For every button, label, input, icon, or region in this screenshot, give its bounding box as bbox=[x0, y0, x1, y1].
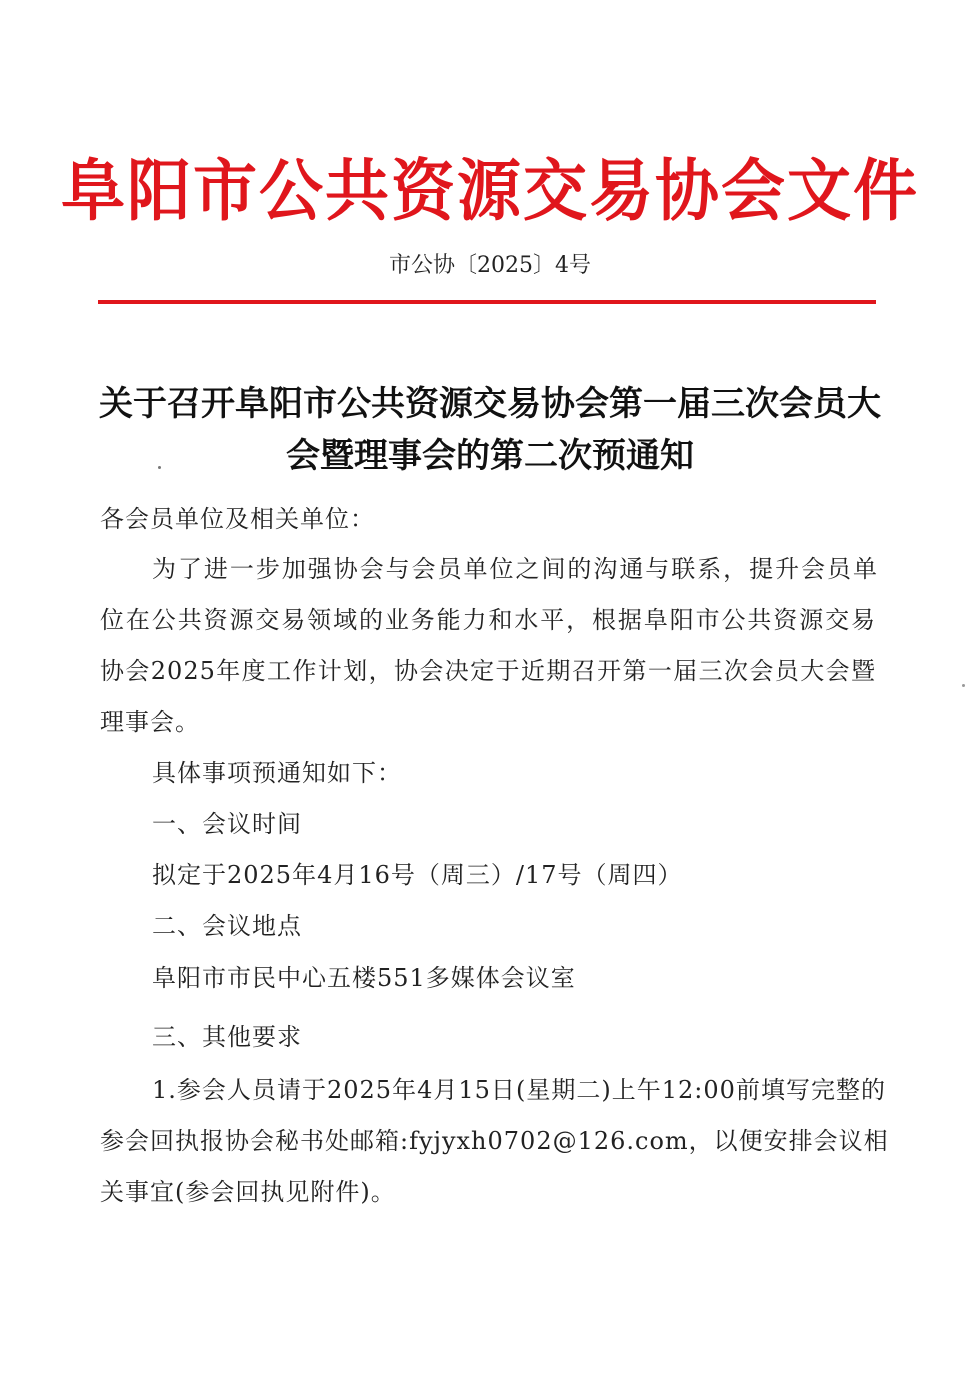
intro-line-2: 位在公共资源交易领域的业务能力和水平，根据阜阳市公共资源交易 bbox=[100, 606, 876, 634]
notice-title-line-2: 会暨理事会的第二次预通知 bbox=[286, 436, 694, 476]
header-red-divider bbox=[98, 300, 876, 304]
notice-title-line-1: 关于召开阜阳市公共资源交易协会第一届三次会员大 bbox=[99, 384, 881, 424]
document-number: 市公协〔2025〕4号 bbox=[389, 253, 591, 278]
section-1-text: 拟定于2025年4月16号（周三）/17号（周四） bbox=[152, 861, 683, 889]
intro-line-3: 协会2025年度工作计划，协会决定于近期召开第一届三次会员大会暨 bbox=[100, 657, 876, 685]
requirement-1-line-3: 关事宜(参会回执见附件)。 bbox=[100, 1178, 396, 1206]
section-2-heading: 二、会议地点 bbox=[152, 912, 302, 940]
scan-speck bbox=[158, 466, 161, 469]
intro-line-4: 理事会。 bbox=[100, 708, 200, 736]
lead-in: 具体事项预通知如下： bbox=[152, 759, 402, 787]
requirement-1-line-2: 参会回执报协会秘书处邮箱:fyjyxh0702@126.com，以便安排会议相 bbox=[100, 1127, 889, 1155]
salutation: 各会员单位及相关单位： bbox=[100, 505, 375, 533]
section-2-text: 阜阳市市民中心五楼551多媒体会议室 bbox=[152, 964, 576, 992]
scan-speck bbox=[962, 684, 965, 687]
section-3-heading: 三、其他要求 bbox=[152, 1023, 302, 1051]
intro-line-1: 为了进一步加强协会与会员单位之间的沟通与联系，提升会员单 bbox=[152, 555, 878, 583]
section-1-heading: 一、会议时间 bbox=[152, 810, 302, 838]
requirement-1-line-1: 1.参会人员请于2025年4月15日(星期二)上午12:00前填写完整的 bbox=[152, 1076, 886, 1104]
org-header-title: 阜阳市公共资源交易协会文件 bbox=[61, 153, 919, 231]
notice-title bbox=[90, 378, 890, 482]
